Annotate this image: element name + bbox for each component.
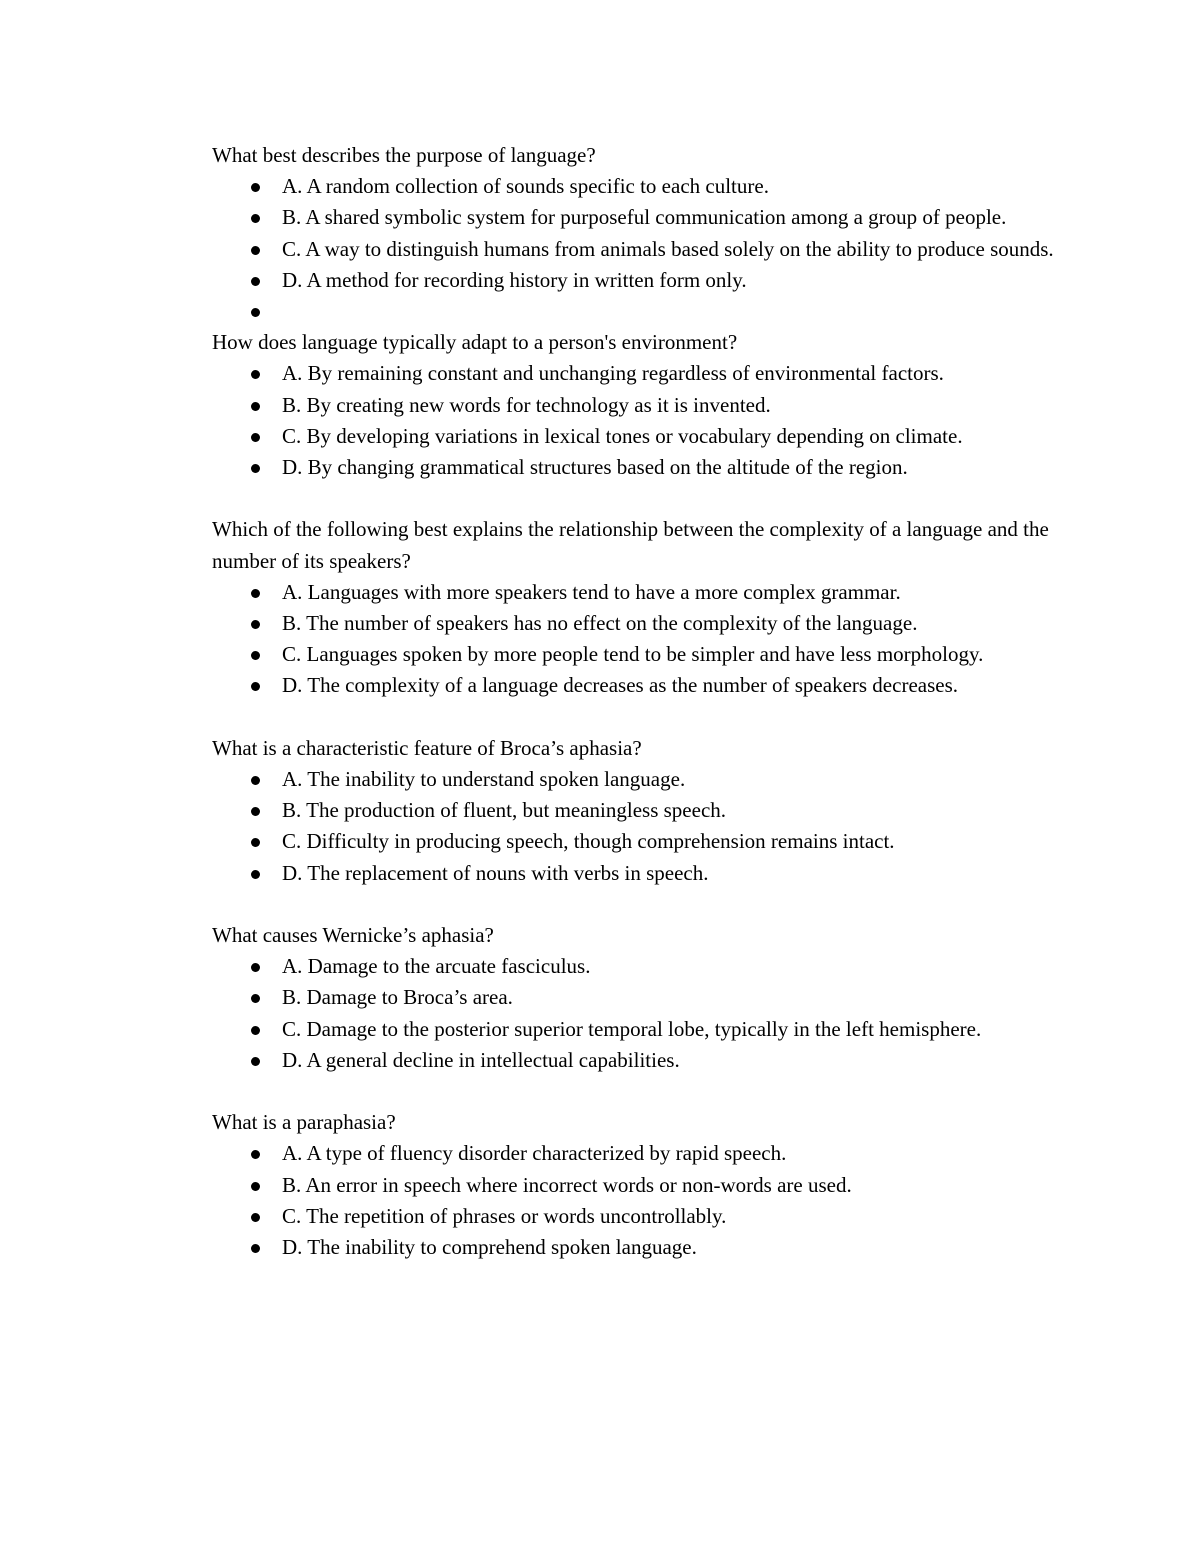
option-b [212, 202, 1062, 233]
question-6 [212, 1107, 1062, 1263]
answer-options [212, 764, 1062, 889]
option-text: A. A type of fluency disorder characterized by rapid speech. [282, 1141, 787, 1166]
option-a [212, 764, 1062, 795]
option-d [212, 858, 1062, 889]
bullet-icon [251, 838, 260, 847]
bullet-icon [251, 963, 260, 972]
question-1 [212, 140, 1062, 327]
question-text: What is a characteristic feature of Broca’s aphasia? [212, 735, 642, 760]
paragraph-spacer [212, 1076, 1062, 1107]
bullet-icon [251, 308, 260, 317]
bullet-icon [251, 870, 260, 879]
option-text: A. Languages with more speakers tend to have a more complex grammar. [282, 579, 901, 604]
option-c [212, 1201, 1062, 1232]
option-c [212, 826, 1062, 857]
answer-options [212, 577, 1062, 702]
bullet-icon [251, 682, 260, 691]
bullet-icon [251, 620, 260, 629]
bullet-icon [251, 1182, 260, 1191]
option-d [212, 452, 1062, 483]
option-c [212, 1014, 1062, 1045]
bullet-icon [251, 370, 260, 379]
option-b [212, 1170, 1062, 1201]
bullet-icon [251, 277, 260, 286]
option-text: D. The inability to comprehend spoken language. [282, 1235, 697, 1260]
option-text: C. The repetition of phrases or words uncontrollably. [282, 1203, 727, 1228]
option-text: B. By creating new words for technology as it is invented. [282, 392, 771, 417]
option-text: D. The replacement of nouns with verbs in speech. [282, 860, 709, 885]
option-a [212, 358, 1062, 389]
option-text: A. The inability to understand spoken language. [282, 767, 686, 792]
option-text: C. Damage to the posterior superior temporal lobe, typically in the left hemisphere. [282, 1016, 982, 1041]
option-a [212, 171, 1062, 202]
option-d [212, 1232, 1062, 1263]
option-b [212, 795, 1062, 826]
bullet-icon [251, 994, 260, 1003]
answer-options [212, 951, 1062, 1076]
empty-list-item [212, 296, 1062, 327]
option-text: D. By changing grammatical structures based on the altitude of the region. [282, 455, 908, 480]
option-text: B. The production of fluent, but meaningless speech. [282, 798, 727, 823]
option-text: A. By remaining constant and unchanging regardless of environmental factors. [282, 361, 944, 386]
option-b [212, 608, 1062, 639]
option-text: B. The number of speakers has no effect on the complexity of the language. [282, 611, 918, 636]
bullet-icon [251, 402, 260, 411]
option-d [212, 1045, 1062, 1076]
question-text: How does language typically adapt to a person's environment? [212, 330, 738, 355]
bullet-icon [251, 1213, 260, 1222]
option-text: D. A general decline in intellectual capabilities. [282, 1047, 680, 1072]
question-5 [212, 920, 1062, 1076]
question-text: What is a paraphasia? [212, 1110, 396, 1135]
answer-options [212, 358, 1062, 483]
bullet-icon [251, 1057, 260, 1066]
option-text: C. Languages spoken by more people tend to be simpler and have less morphology. [282, 642, 984, 667]
bullet-icon [251, 183, 260, 192]
bullet-icon [251, 651, 260, 660]
bullet-icon [251, 1150, 260, 1159]
option-text: D. A method for recording history in written form only. [282, 267, 747, 292]
paragraph-spacer [212, 702, 1062, 733]
bullet-icon [251, 776, 260, 785]
option-text: A. Damage to the arcuate fasciculus. [282, 954, 591, 979]
option-d [212, 670, 1062, 701]
bullet-icon [251, 246, 260, 255]
bullet-icon [251, 807, 260, 816]
option-text: B. Damage to Broca’s area. [282, 985, 513, 1010]
option-c [212, 639, 1062, 670]
paragraph-spacer [212, 483, 1062, 514]
bullet-icon [251, 464, 260, 473]
question-text: What causes Wernicke’s aphasia? [212, 923, 494, 948]
option-c [212, 421, 1062, 452]
option-a [212, 1138, 1062, 1169]
option-text: B. An error in speech where incorrect words or non-words are used. [282, 1172, 852, 1197]
option-b [212, 390, 1062, 421]
option-a [212, 577, 1062, 608]
option-text: C. By developing variations in lexical tones or vocabulary depending on climate. [282, 423, 963, 448]
question-3 [212, 514, 1062, 701]
option-text: A. A random collection of sounds specific to each culture. [282, 174, 769, 199]
bullet-icon [251, 433, 260, 442]
bullet-icon [251, 1244, 260, 1253]
option-b [212, 982, 1062, 1013]
answer-options [212, 171, 1062, 327]
bullet-icon [251, 214, 260, 223]
option-text: D. The complexity of a language decreases as the number of speakers decreases. [282, 673, 958, 698]
question-2 [212, 327, 1062, 483]
option-text: C. A way to distinguish humans from animals based solely on the ability to produce sounds. [282, 236, 1054, 261]
bullet-icon [251, 589, 260, 598]
question-text: What best describes the purpose of language? [212, 143, 596, 167]
document-body [212, 140, 1062, 1263]
paragraph-spacer [212, 889, 1062, 920]
option-d [212, 265, 1062, 296]
bullet-icon [251, 1026, 260, 1035]
question-text: Which of the following best explains the relationship between the complexity of a language and the number of its speakers? [212, 517, 1049, 573]
question-4 [212, 733, 1062, 889]
answer-options [212, 1138, 1062, 1263]
option-a [212, 951, 1062, 982]
option-text: B. A shared symbolic system for purposeful communication among a group of people. [282, 205, 1007, 230]
option-text: C. Difficulty in producing speech, though comprehension remains intact. [282, 829, 895, 854]
option-c [212, 234, 1062, 265]
